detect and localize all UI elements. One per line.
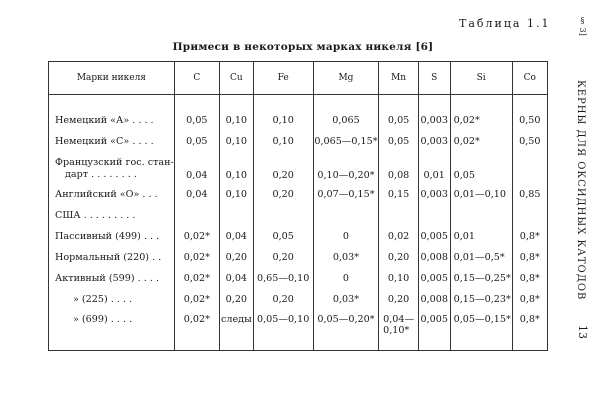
cell-co: 0,8* [512, 289, 547, 310]
cell-si [450, 205, 512, 226]
cell-mn: 0,05 [379, 110, 418, 131]
cell-si: 0,01 [450, 226, 512, 247]
cell-fe: 0,20 [253, 247, 313, 268]
table-number-label: Таблица 1.1 [459, 17, 551, 30]
table-row [49, 247, 548, 268]
cell-fe [253, 205, 313, 226]
table-row [49, 131, 548, 152]
cell-c: 0,02* [174, 226, 219, 247]
grade-name [49, 310, 175, 344]
cell-cu: 0,20 [219, 247, 253, 268]
grade-name-line2: дарт . . . . . . . . [65, 169, 137, 180]
cell-c: 0,02* [174, 289, 219, 310]
cell-si: 0,05—0,15* [450, 310, 512, 344]
header-grade: Марки никеля [49, 62, 175, 95]
table-caption: Примеси в некоторых марках никеля [6] [172, 41, 434, 53]
cell-si: 0,02* [450, 131, 512, 152]
grade-name: Английский «О» . . . [49, 184, 175, 205]
cell-co: 0,8* [512, 268, 547, 289]
running-head: КЕРНЫ ДЛЯ ОКСИДНЫХ КАТОДОВ [575, 80, 586, 301]
table-row [49, 110, 548, 131]
cell-cu: 0,10 [219, 184, 253, 205]
cell-c: 0,05 [174, 110, 219, 131]
header-cu: Cu [219, 62, 253, 95]
cell-fe: 0,20 [253, 289, 313, 310]
header-s: S [418, 62, 450, 95]
cell-fe: 0,65—0,10 [253, 268, 313, 289]
cell-co: 0,85 [512, 184, 547, 205]
cell-si: 0,01—0,5* [450, 247, 512, 268]
cell-mn [379, 310, 418, 344]
cell-s: 0,008 [418, 289, 450, 310]
cell-co [512, 152, 547, 184]
cell-s: 0,005 [418, 268, 450, 289]
cell-mg: 0,07—0,15* [313, 184, 379, 205]
cell-si: 0,05 [450, 152, 512, 184]
cell-cu: 0,20 [219, 289, 253, 310]
grade-name-line1: Французский гос. стан- [55, 157, 174, 168]
grade-name-text: » (225) . . . . [73, 294, 133, 305]
grade-name: Пассивный (499) . . . [49, 226, 175, 247]
cell-mg: 0,10—0,20* [313, 152, 379, 184]
cell-cu: 0,10 [219, 110, 253, 131]
cell-mn: 0,02 [379, 226, 418, 247]
cell-c: 0,04 [174, 184, 219, 205]
cell-mn: 0,15 [379, 184, 418, 205]
cell-c: 0,02* [174, 268, 219, 289]
grade-name: Немецкий «С» . . . . [49, 131, 175, 152]
cell-mg [313, 205, 379, 226]
table-row-group-usa [49, 205, 548, 226]
cell-mn: 0,10 [379, 268, 418, 289]
grade-name: Нормальный (220) . . [49, 247, 175, 268]
cell-cu: 0,04 [219, 226, 253, 247]
cell-fe: 0,20 [253, 184, 313, 205]
cell-s: 0,003 [418, 110, 450, 131]
cell-s [418, 205, 450, 226]
cell-mg: 0,03* [313, 289, 379, 310]
cell-co: 0,8* [512, 247, 547, 268]
cell-co: 0,8* [512, 226, 547, 247]
cell-mg: 0,065 [313, 110, 379, 131]
page-margin [572, 0, 596, 401]
section-mark: § 3] [578, 16, 587, 36]
cell-mn: 0,20 [379, 289, 418, 310]
cell-s: 0,005 [418, 310, 450, 344]
cell-c [174, 205, 219, 226]
cell-fe: 0,05—0,10 [253, 310, 313, 344]
cell-c: 0,02* [174, 247, 219, 268]
impurities-table [48, 61, 548, 351]
header-row [49, 62, 548, 95]
cell-c: 0,02* [174, 310, 219, 344]
cell-s: 0,005 [418, 226, 450, 247]
cell-si: 0,01—0,10 [450, 184, 512, 205]
cell-mg: 0,03* [313, 247, 379, 268]
table-row [49, 152, 548, 184]
cell-mn-text [383, 314, 414, 336]
cell-c: 0,04 [174, 152, 219, 184]
cell-co: 0,50 [512, 131, 547, 152]
page-number: 13 [576, 325, 589, 339]
header-mg: Mg [313, 62, 379, 95]
cell-mn-line1: 0,04— [383, 314, 415, 325]
cell-mn: 0,20 [379, 247, 418, 268]
grade-name: Немецкий «А» . . . . [49, 110, 175, 131]
cell-s: 0,01 [418, 152, 450, 184]
cell-mg: 0 [313, 268, 379, 289]
table-row [49, 226, 548, 247]
cell-cu [219, 205, 253, 226]
cell-cu: 0,10 [219, 152, 253, 184]
table-row [49, 184, 548, 205]
table-row [49, 268, 548, 289]
spacer-row [49, 344, 548, 351]
grade-name [49, 152, 175, 184]
grade-name: Активный (599) . . . . [49, 268, 175, 289]
grade-group-name: США . . . . . . . . . [49, 205, 175, 226]
header-fe: Fe [253, 62, 313, 95]
cell-mn: 0,08 [379, 152, 418, 184]
grade-name [49, 289, 175, 310]
cell-cu: 0,04 [219, 268, 253, 289]
header-mn: Mn [379, 62, 418, 95]
cell-cu: 0,10 [219, 131, 253, 152]
header-si: Si [450, 62, 512, 95]
cell-s: 0,003 [418, 131, 450, 152]
spacer-row [49, 95, 548, 111]
table-row [49, 310, 548, 344]
cell-mg: 0,05—0,20* [313, 310, 379, 344]
cell-c: 0,05 [174, 131, 219, 152]
table-row [49, 289, 548, 310]
cell-si: 0,02* [450, 110, 512, 131]
cell-mn [379, 205, 418, 226]
cell-s: 0,003 [418, 184, 450, 205]
cell-co: 0,8* [512, 310, 547, 344]
cell-s: 0,008 [418, 247, 450, 268]
cell-fe: 0,05 [253, 226, 313, 247]
cell-fe: 0,10 [253, 131, 313, 152]
cell-mn-line2: 0,10* [383, 325, 410, 336]
cell-si: 0,15—0,25* [450, 268, 512, 289]
cell-co: 0,50 [512, 110, 547, 131]
cell-mn: 0,05 [379, 131, 418, 152]
cell-si: 0,15—0,23* [450, 289, 512, 310]
cell-cu: следы [219, 310, 253, 344]
cell-fe: 0,20 [253, 152, 313, 184]
header-co: Co [512, 62, 547, 95]
cell-co [512, 205, 547, 226]
cell-mg: 0 [313, 226, 379, 247]
header-c: C [174, 62, 219, 95]
cell-fe: 0,10 [253, 110, 313, 131]
grade-name-text: » (699) . . . . [73, 314, 133, 325]
cell-mg: 0,065—0,15* [313, 131, 379, 152]
